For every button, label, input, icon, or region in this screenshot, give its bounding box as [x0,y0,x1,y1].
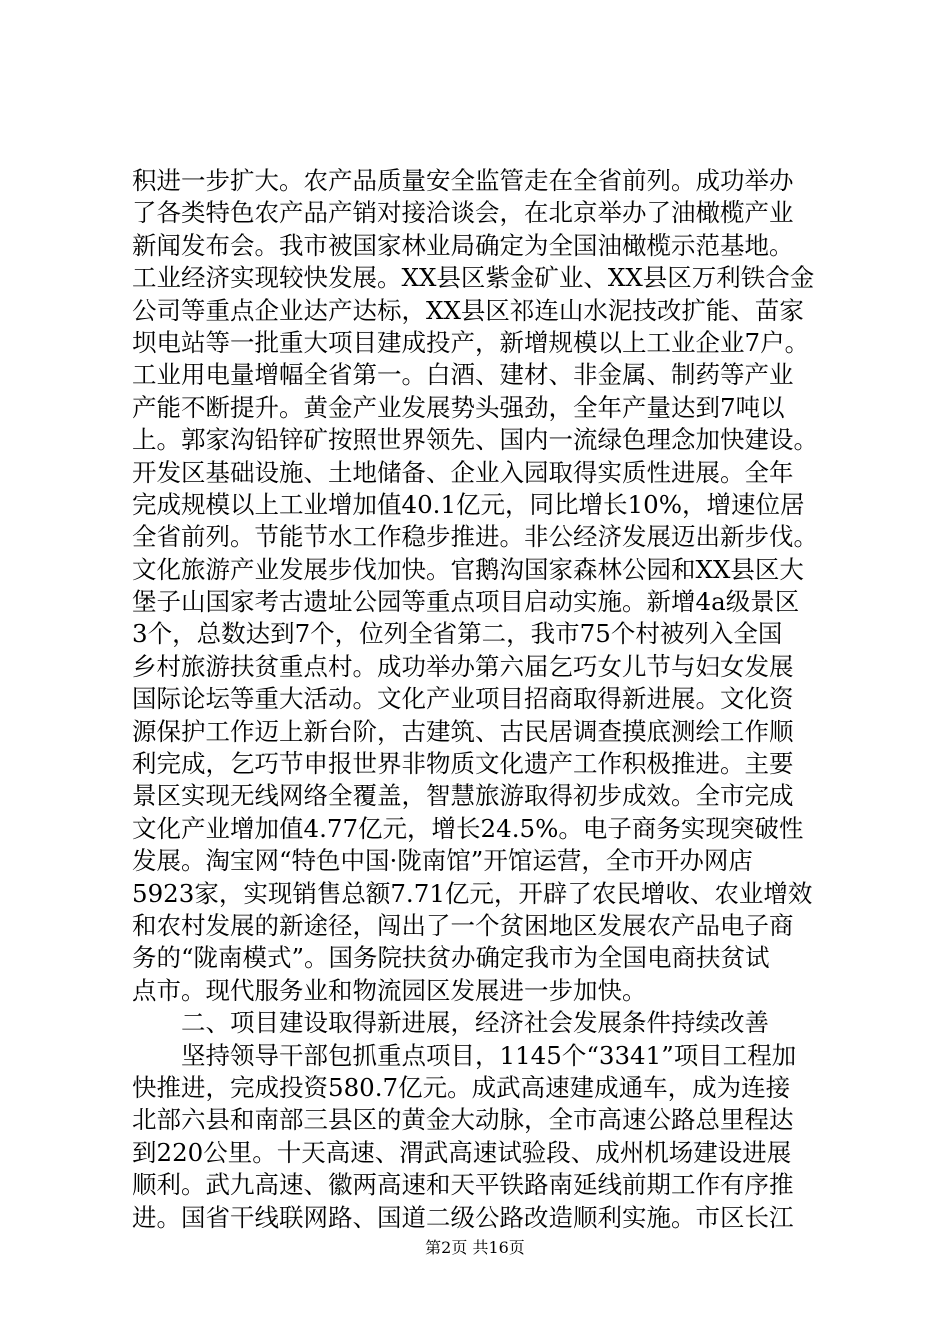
text-line: 坝电站等一批重大项目建成投产，新增规模以上工业企业7户。 [132,327,810,357]
text-line: 上。郭家沟铅锌矿按照世界领先、国内一流绿色理念加快建设。 [132,425,818,455]
text-line: 进。国省干线联网路、国道二级公路改造顺利实施。市区长江 [132,1202,794,1232]
text-line: 乡村旅游扶贫重点村。成功举办第六届乞巧女儿节与妇女发展 [132,651,794,681]
text-line: 工业用电量增幅全省第一。白酒、建材、非金属、制药等产业 [132,360,794,390]
text-line: 新闻发布会。我市被国家林业局确定为全国油橄榄示范基地。 [132,230,794,260]
text-line: 发展。淘宝网“特色中国·陇南馆”开馆运营，全市开办网店 [132,846,753,876]
text-line: 公司等重点企业达产达标，XX县区祁连山水泥技改扩能、苗家 [132,295,804,325]
text-line: 景区实现无线网络全覆盖，智慧旅游取得初步成效。全市完成 [132,781,794,811]
text-line: 务的“陇南模式”。国务院扶贫办确定我市为全国电商扶贫试 [132,943,770,973]
text-line: 积进一步扩大。农产品质量安全监管走在全省前列。成功举办 [132,166,794,195]
text-line: 快推进，完成投资580.7亿元。成武高速建成通车，成为连接 [132,1072,791,1102]
text-line: 开发区基础设施、土地储备、企业入园取得实质性进展。全年 [132,457,794,487]
text-line: 文化产业增加值4.77亿元，增长24.5%。电子商务实现突破性 [132,813,804,843]
text-line: 全省前列。节能节水工作稳步推进。非公经济发展迈出新步伐。 [132,522,818,552]
text-line: 了各类特色农产品产销对接洽谈会，在北京举办了油橄榄产业 [132,198,794,228]
text-line: 工业经济实现较快发展。XX县区紫金矿业、XX县区万利铁合金 [132,263,815,293]
text-line: 5923家，实现销售总额7.71亿元，开辟了农民增收、农业增效 [132,878,813,908]
text-line: 和农村发展的新途径，闯出了一个贫困地区发展农产品电子商 [132,910,794,940]
section-heading: 二、项目建设取得新进展，经济社会发展条件持续改善 [132,1008,769,1038]
body-text [132,165,832,1234]
text-line: 堡子山国家考古遗址公园等重点项目启动实施。新增4a级景区 [132,587,800,617]
text-line: 产能不断提升。黄金产业发展势头强劲，全年产量达到7吨以 [132,392,785,422]
text-line: 北部六县和南部三县区的黄金大动脉，全市高速公路总里程达 [132,1105,794,1135]
text-line: 源保护工作迈上新台阶，古建筑、古民居调查摸底测绘工作顺 [132,716,794,746]
text-line: 利完成，乞巧节申报世界非物质文化遗产工作积极推进。主要 [132,749,794,779]
text-line: 点市。现代服务业和物流园区发展进一步加快。 [132,975,647,1005]
text-line: 完成规模以上工业增加值40.1亿元，同比增长10%，增速位居 [132,489,805,519]
text-line: 国际论坛等重大活动。文化产业项目招商取得新进展。文化资 [132,684,794,714]
text-line: 到220公里。十天高速、渭武高速试验段、成州机场建设进展 [132,1137,792,1167]
page-number-footer: 第2页 共16页 [425,1238,525,1257]
text-line: 坚持领导干部包抓重点项目，1145个“3341”项目工程加 [132,1040,797,1070]
text-line: 3个，总数达到7个，位列全省第二，我市75个村被列入全国 [132,619,783,649]
text-line: 顺利。武九高速、徽两高速和天平铁路南延线前期工作有序推 [132,1170,794,1200]
text-line: 文化旅游产业发展步伐加快。官鹅沟国家森林公园和XX县区大 [132,554,804,584]
